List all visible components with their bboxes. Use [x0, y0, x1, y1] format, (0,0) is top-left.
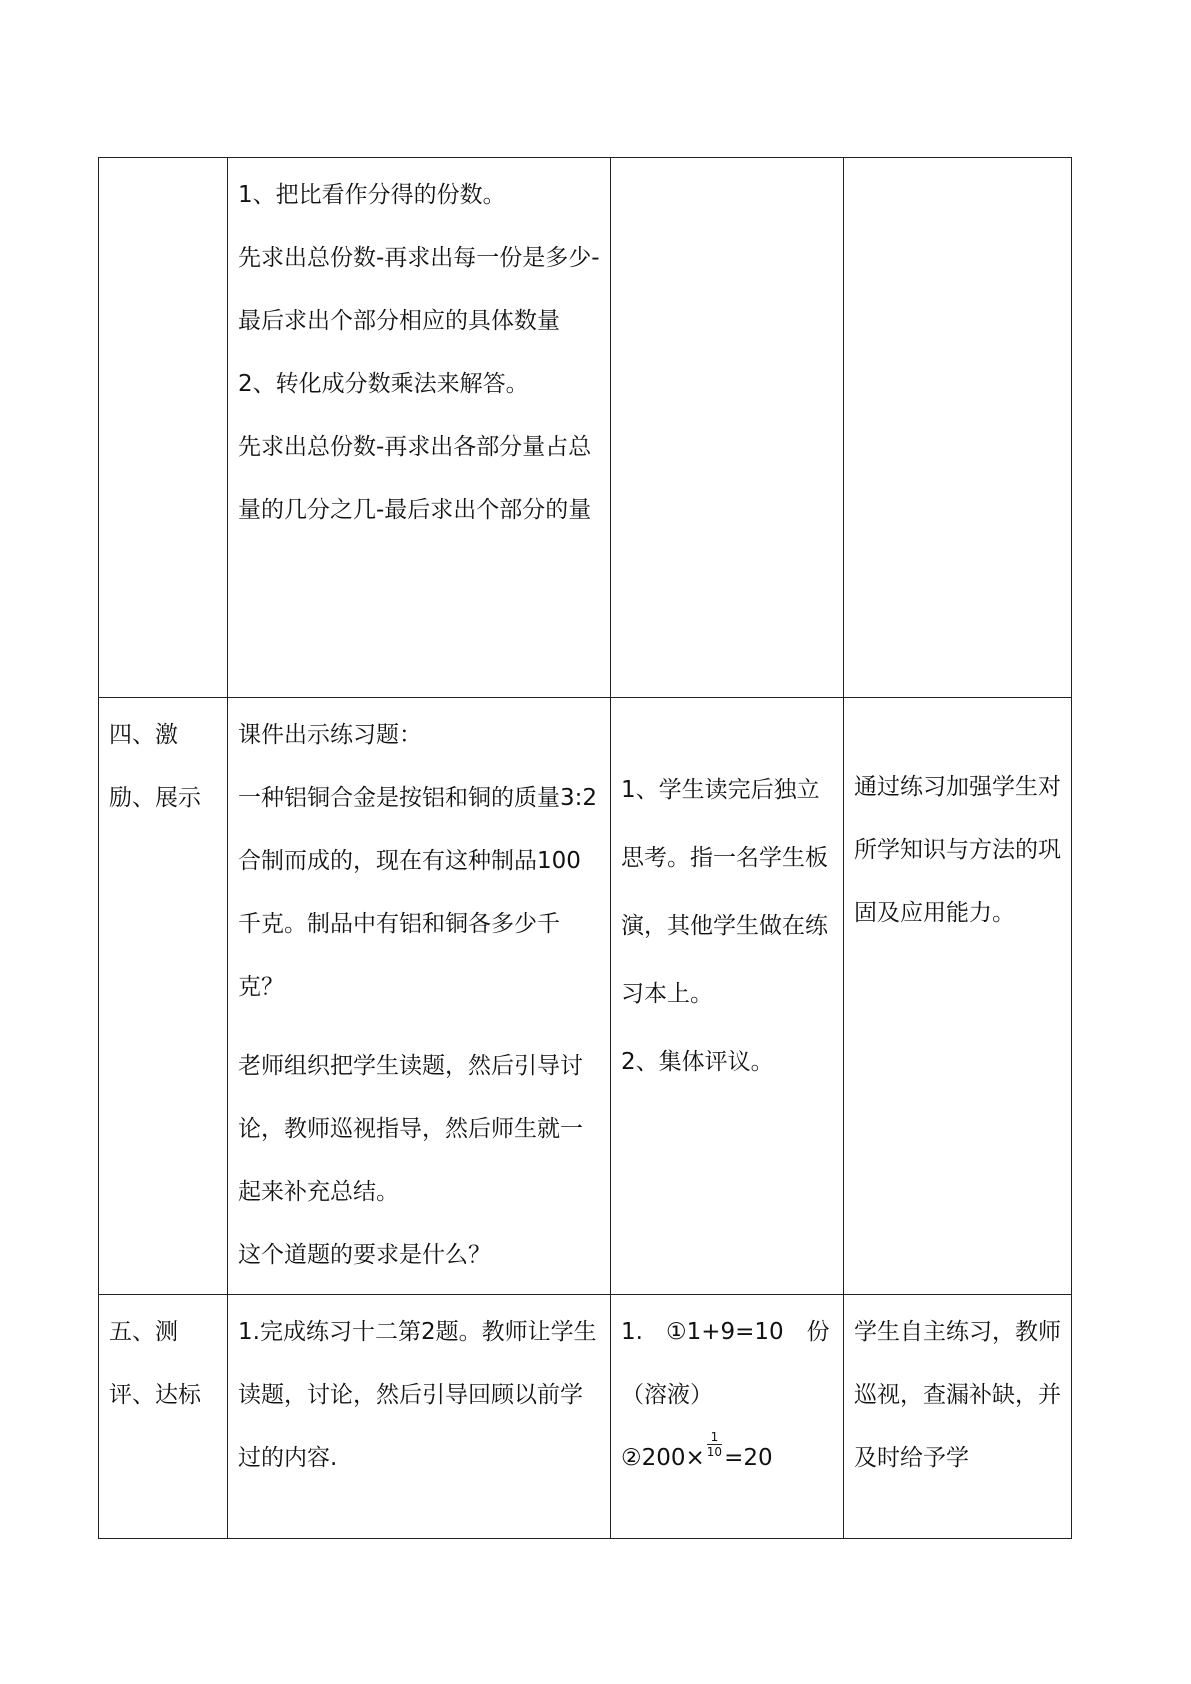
teacher-activity-cell [228, 698, 611, 1295]
table-row [99, 158, 1072, 698]
method-two-steps: 先求出总份数-再求出各部分量占总量的几分之几-最后求出个部分的量 [238, 434, 592, 523]
design-intent-text: 学生自主练习，教师巡视，查漏补缺，并及时给予学 [854, 1319, 1061, 1471]
solution-step-one: 1. ①1+9=10 份（溶液） [621, 1319, 830, 1408]
fraction-denominator: 10 [706, 1445, 723, 1459]
stage-cell [99, 698, 228, 1295]
design-intent-cell [844, 698, 1072, 1295]
student-activity-cell [611, 1295, 844, 1539]
student-activity-cell [611, 698, 844, 1295]
stage-cell [99, 158, 228, 698]
design-intent-cell [844, 158, 1072, 698]
table-row [99, 1295, 1072, 1539]
solution-step-two: ②200× $\frac{1}{10}$ =20 [621, 1430, 773, 1471]
exercise-problem: 一种铝铜合金是按铝和铜的质量3:2合制而成的，现在有这种制品100千克。制品中有铝和铜各多少千克？ [238, 785, 598, 1000]
stage-cell [99, 1295, 228, 1539]
fraction-numerator: 1 [707, 1430, 722, 1445]
lesson-plan-table [98, 157, 1072, 1539]
method-two-heading: 2、转化成分数乘法来解答。 [238, 371, 529, 397]
fraction [707, 1430, 722, 1459]
stage-label: 五、测评、达标 [109, 1319, 201, 1408]
stage-label: 四、激励、展示 [109, 722, 201, 811]
method-one-heading: 1、把比看作分得的份数。 [238, 182, 506, 208]
student-step-one: 1、学生读完后独立思考。指一名学生板演，其他学生做在练习本上。 [621, 777, 828, 1007]
teacher-guidance: 老师组织把学生读题，然后引导讨论，教师巡视指导，然后师生就一起来补充总结。 [238, 1053, 583, 1205]
design-intent-cell [844, 1295, 1072, 1539]
student-step-two: 2、集体评议。 [621, 1049, 774, 1075]
assessment-task: 1.完成练习十二第2题。教师让学生读题，讨论，然后引导回顾以前学过的内容. [238, 1319, 597, 1471]
exercise-intro: 课件出示练习题： [238, 722, 422, 748]
teacher-activity-cell [228, 158, 611, 698]
teacher-activity-cell [228, 1295, 611, 1539]
method-one-steps: 先求出总份数-再求出每一份是多少-最后求出个部分相应的具体数量 [238, 245, 600, 334]
teacher-question: 这个道题的要求是什么？ [238, 1242, 491, 1268]
table-row [99, 698, 1072, 1295]
design-intent-text: 通过练习加强学生对所学知识与方法的巩固及应用能力。 [854, 774, 1061, 926]
student-activity-cell [611, 158, 844, 698]
